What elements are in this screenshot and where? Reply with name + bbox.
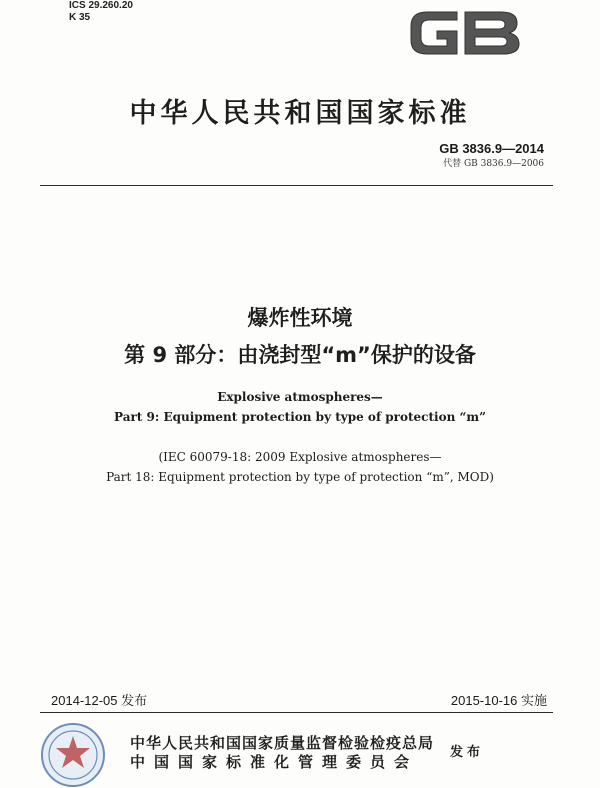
ics-code: ICS 29.260.20: [69, 0, 133, 11]
chinese-title-part: 第 9 部分：由浇封型“m”保护的设备: [124, 343, 476, 367]
implementation-date: 2015-10-16 实施: [450, 693, 547, 708]
chinese-title-main: 爆炸性环境: [247, 306, 353, 330]
national-standard-title: 中华人民共和国国家标准: [129, 98, 471, 129]
issuer-line2: 中国国家标准化管理委员会: [130, 753, 419, 771]
replaces-standard: 代替 GB 3836.9—2006: [443, 159, 544, 169]
english-title-main: Explosive atmospheres—: [217, 390, 383, 404]
iec-reference-line1: (IEC 60079-18: 2009 Explosive atmospheres—: [158, 450, 442, 464]
iec-reference-line2: Part 18: Equipment protection by type of protection “m”, MOD): [106, 470, 494, 484]
top-divider: [40, 185, 553, 186]
publish-date: 2014-12-05 发布: [51, 693, 148, 708]
issuer-line1: 中华人民共和国国家质量监督检验检疫总局: [130, 734, 435, 752]
issuer-seal-icon: [40, 722, 106, 788]
standard-number: GB 3836.9—2014: [439, 141, 544, 156]
bottom-divider: [40, 712, 553, 713]
english-title-part: Part 9: Equipment protection by type of protection “m”: [114, 410, 486, 424]
classification-codes: [69, 0, 133, 24]
class-code: K 35: [69, 12, 91, 23]
gb-logo: [405, 4, 523, 62]
issue-label: 发布: [450, 745, 485, 760]
svg-text:GB: GB: [463, 60, 465, 61]
